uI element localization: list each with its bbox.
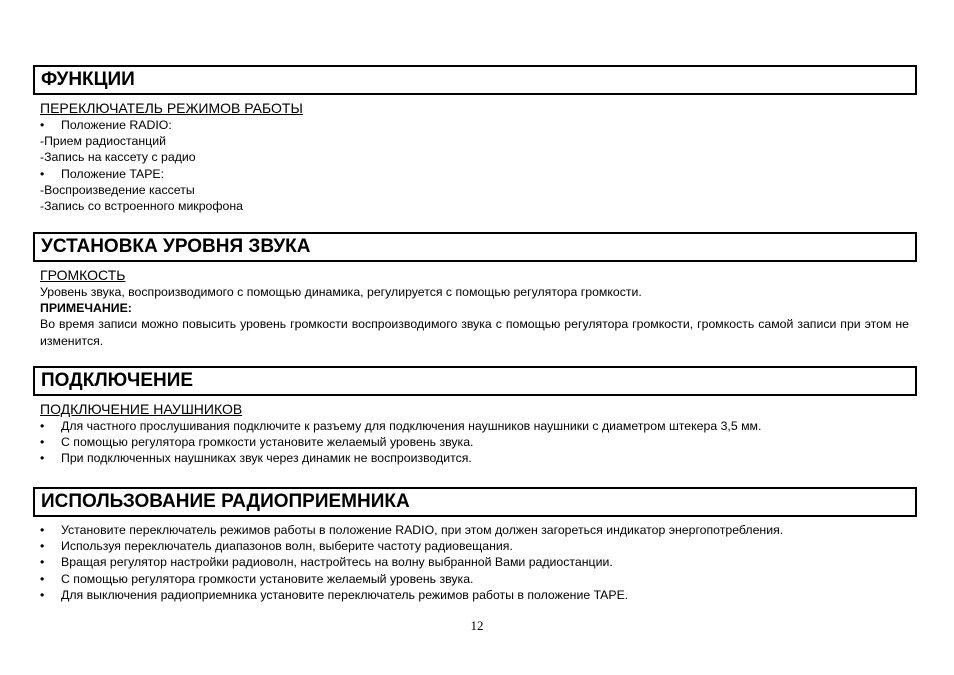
list-item: -Воспроизведение кассеты (40, 182, 195, 197)
list-item: • С помощью регулятора громкости установите желаемый уровень звука. (40, 571, 474, 586)
section-connection (33, 366, 917, 467)
list-item: -Запись со встроенного микрофона (40, 199, 243, 214)
section-title-connection: ПОДКЛЮЧЕНИЕ (33, 366, 917, 396)
bullet-icon: • (40, 166, 45, 181)
subsection-title-headphones: ПОДКЛЮЧЕНИЕ НАУШНИКОВ (40, 401, 243, 417)
bullet-icon: • (40, 555, 45, 570)
bullet-icon: • (40, 571, 45, 586)
page-number: 12 (470, 618, 484, 633)
list-item: • Используя переключатель диапазонов волн, выберите частоту радиовещания. (40, 539, 513, 554)
list-item: • Установите переключатель режимов работы в положение RADIO, при этом должен загореться индикатор энергопотребления. (40, 523, 784, 537)
section-title-functions: ФУНКЦИИ (33, 65, 917, 95)
list-item: -Запись на кассету с радио (40, 150, 196, 165)
section-title-radio: ИСПОЛЬЗОВАНИЕ РАДИОПРИЕМНИКА (33, 487, 917, 517)
paragraph: Уровень звука, воспроизводимого с помощью динамика, регулируется с помощью регулятора громкости. (40, 285, 642, 299)
list-item: • Положение TAPE: (40, 166, 165, 181)
bullet-icon: • (40, 435, 45, 450)
section-radio (33, 487, 917, 603)
section-functions (33, 65, 917, 214)
list-item: • При подключенных наушниках звук через динамик не воспроизводится. (40, 451, 472, 466)
list-item: • Для частного прослушивания подключите к разъему для подключения наушников наушники с диаметром штекера 3,5 мм. (40, 419, 762, 433)
section-body-functions (33, 99, 917, 214)
list-item: • Для выключения радиоприемника установите переключатель режимов работы в положение TAPE. (40, 587, 629, 602)
bullet-icon: • (40, 539, 45, 554)
list-item: -Прием радиостанций (40, 134, 166, 149)
section-title-volume: УСТАНОВКА УРОВНЯ ЗВУКА (33, 232, 917, 262)
bullet-icon: • (40, 118, 45, 132)
note-text: Во время записи можно повысить уровень громкости воспроизводимого звука с помощью регулятора громкости, громкость самой записи при этом не изменится. (40, 317, 909, 348)
section-body-radio (33, 517, 917, 603)
list-item: • Положение RADIO: (40, 118, 172, 132)
note-title: ПРИМЕЧАНИЕ: (40, 301, 132, 316)
list-item: • С помощью регулятора громкости установите желаемый уровень звука. (40, 435, 474, 450)
bullet-icon: • (40, 419, 45, 433)
list-item: • Вращая регулятор настройки радиоволн, настройтесь на волну выбранной Вами радиостанции. (40, 555, 613, 570)
subsection-title-mode-switch: ПЕРЕКЛЮЧАТЕЛЬ РЕЖИМОВ РАБОТЫ (40, 100, 303, 116)
bullet-icon: • (40, 451, 45, 466)
bullet-icon: • (40, 587, 45, 602)
bullet-icon: • (40, 523, 45, 537)
section-volume (33, 232, 917, 349)
section-body-connection (33, 400, 917, 467)
subsection-title-volume: ГРОМКОСТЬ (40, 267, 126, 283)
section-body-volume (33, 266, 917, 349)
